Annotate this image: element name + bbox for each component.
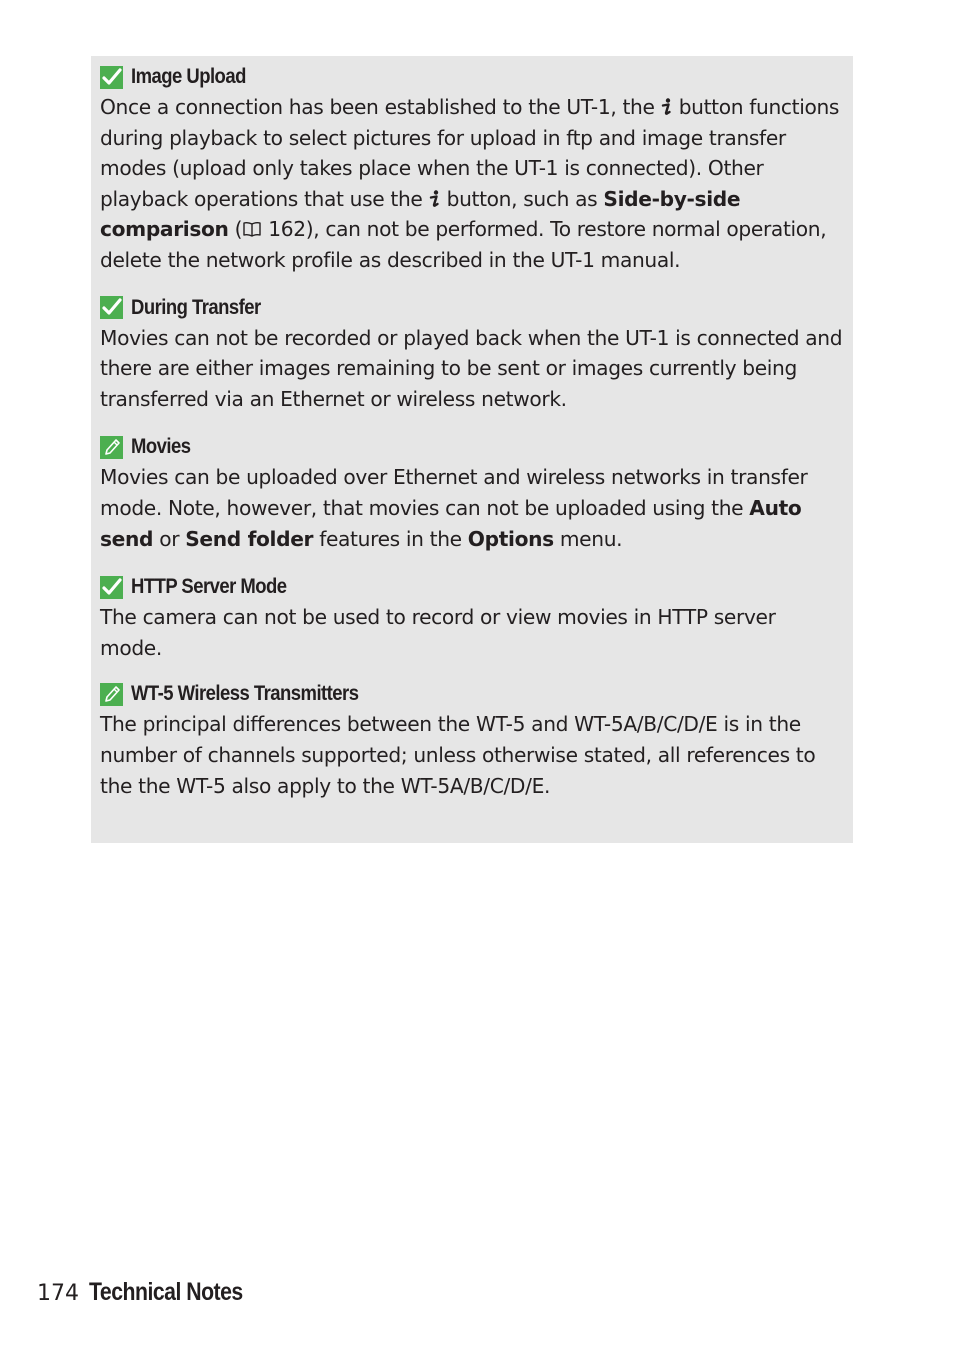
- pencil-icon: [100, 436, 123, 459]
- menu-item-ref: Auto send: [100, 495, 802, 551]
- checkmark-icon: [100, 66, 123, 89]
- note-heading: [100, 432, 843, 462]
- note-http-server-mode: [100, 572, 843, 663]
- checkmark-icon: [100, 296, 123, 319]
- note-wt5-wireless-transmitters: [100, 679, 843, 801]
- note-during-transfer: [100, 293, 843, 415]
- note-title: Image Upload: [131, 65, 246, 88]
- note-heading: [100, 572, 843, 602]
- page-number: 174: [37, 1281, 79, 1306]
- book-reference-icon: [242, 215, 262, 231]
- notes-box: [91, 56, 853, 843]
- checkmark-icon: [100, 576, 123, 599]
- info-i-icon: [429, 184, 441, 215]
- menu-item-ref: Side-by-side comparison: [100, 186, 741, 242]
- menu-item-ref: Options: [467, 526, 554, 551]
- note-title: WT-5 Wireless Transmitters: [131, 682, 359, 706]
- note-heading: [100, 293, 843, 323]
- note-title: HTTP Server Mode: [131, 575, 287, 599]
- info-i-icon: [661, 92, 673, 123]
- note-image-upload: [100, 62, 843, 276]
- note-heading: [100, 679, 843, 709]
- note-body: Once a connection has been established to the UT-1, the button functions during playback to select pictures for upload in ftp and image transfer modes (upload only takes place when the UT-1 is connected). Other playback operations that use the button, such as Side-by-side comparison ( 162), can not be performed. To restore normal operation, delete the network profile as described in the UT-1 manual.: [100, 92, 843, 276]
- note-title: During Transfer: [131, 295, 261, 319]
- note-body: The camera can not be used to record or view movies in HTTP server mode.: [100, 605, 776, 660]
- note-title: Movies: [131, 435, 191, 459]
- note-movies: [100, 432, 843, 554]
- note-body: The principal differences between the WT-5 and WT-5A/B/C/D/E is in the number of channels supported; unless otherwise stated, all references to the the WT-5 also apply to the WT-5A/B/C/D/E.: [100, 712, 816, 798]
- section-name: Technical Notes: [89, 1278, 243, 1306]
- page-footer: [37, 1278, 270, 1307]
- note-body: Movies can be uploaded over Ethernet and wireless networks in transfer mode. Note, however, that movies can not be uploaded using the Auto send or Send folder features in the Options menu.: [100, 465, 808, 551]
- pencil-icon: [100, 683, 123, 706]
- note-body: Movies can not be recorded or played back when the UT-1 is connected and there are either images remaining to be sent or images currently being transferred via an Ethernet or wireless network.: [100, 325, 843, 411]
- note-heading: [100, 62, 843, 92]
- menu-item-ref: Send folder: [185, 526, 314, 551]
